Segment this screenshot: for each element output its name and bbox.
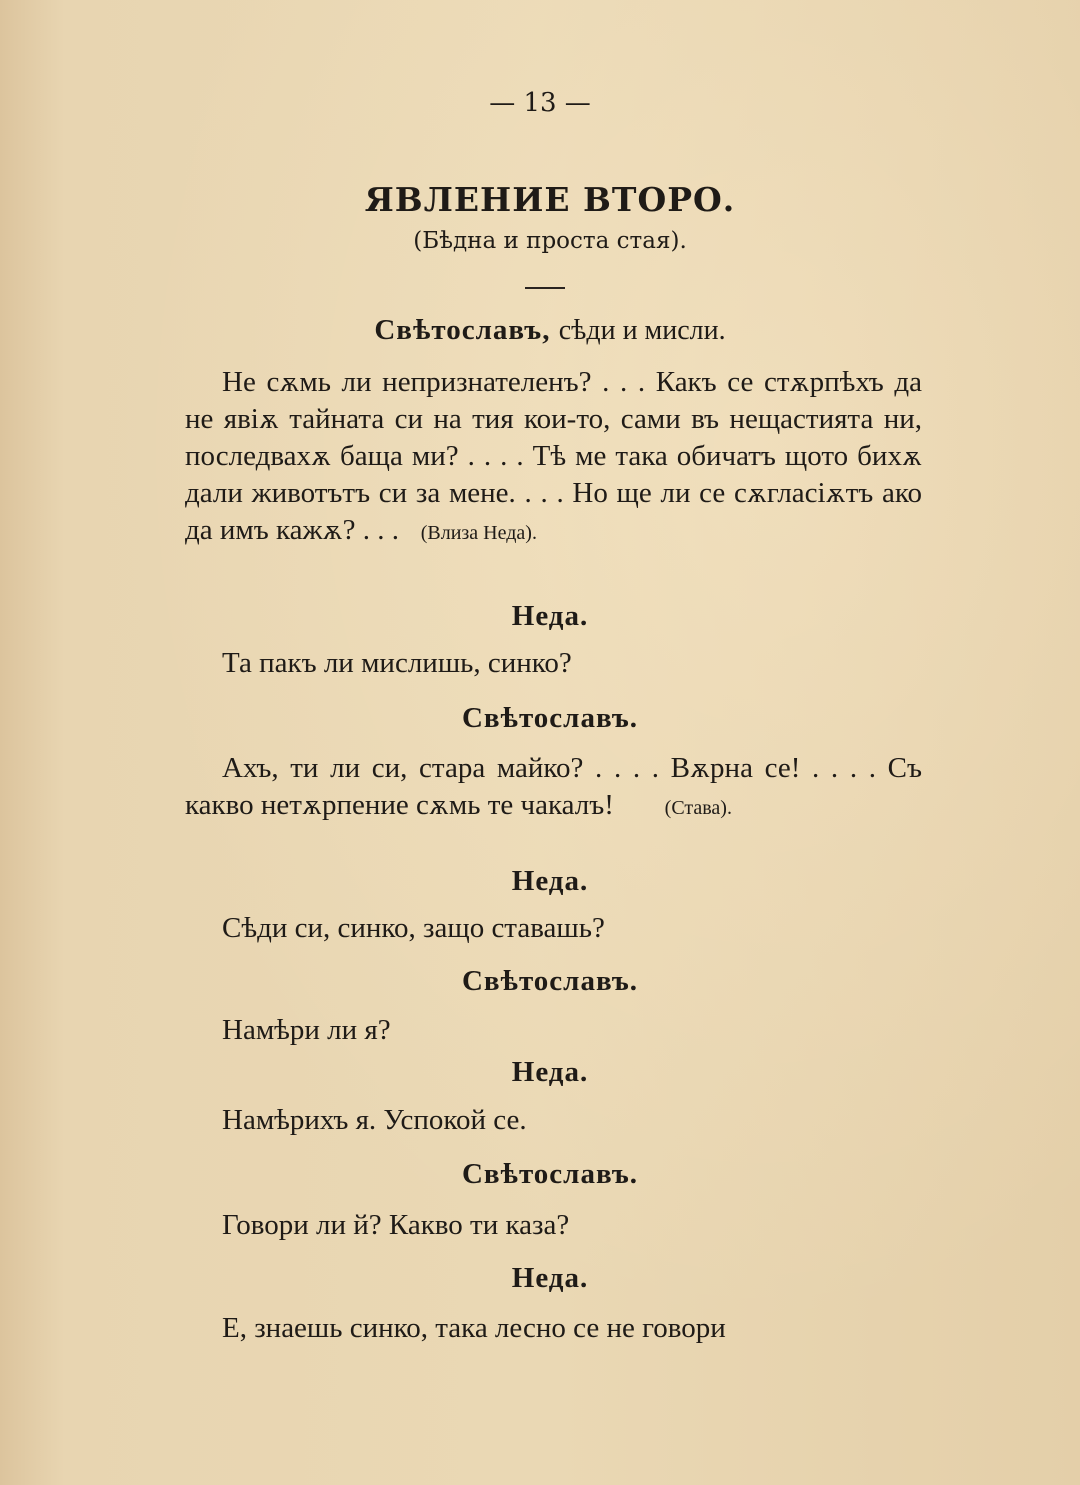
stage-direction: (Става). [664,797,732,819]
speaker-heading: Неда. [511,865,589,897]
speaker-heading: Неда. [511,1056,589,1088]
stage-direction: (Влиза Неда). [420,522,537,544]
dialogue-line: Намѣри ли я? [222,1014,391,1046]
title-divider [525,287,565,289]
speaker-heading: Неда. [511,1262,589,1294]
speaker-heading [0,314,1080,347]
dialogue-paragraph [185,750,922,827]
dialogue-line: Е, знаешь синко, така лесно се не говори [222,1312,726,1344]
scene-title: ЯВЛЕНИЕ ВТОРО. [364,180,736,219]
scene-setting: (Бѣдна и проста стая). [413,228,687,254]
page-number: — 13 — [489,88,591,118]
speaker-direction: сѣди и мисли. [558,315,726,346]
dialogue-text: Ахъ, ти ли си, стара майко? . . . . Вѫрна се! . . . . Съ какво нетѫрпение сѫмь те чакалъ! [185,752,922,821]
dialogue-line: Намѣрихъ я. Успокой се. [222,1104,527,1136]
monologue-paragraph [185,364,922,552]
speaker-heading: Неда. [511,600,589,632]
speaker-heading: Свѣтославъ. [461,702,639,734]
dialogue-line: Та пакъ ли мислишь, синко? [222,647,572,679]
monologue-text: Не сѫмь ли непризнателенъ? . . . Какъ се стѫрпѣхъ да не явіѫ тайната си на тия кои-то, сами въ нещастията ни, последвахѫ баща ми? . . . . Тѣ ме така обичатъ щото бихѫ дали животътъ си за мене. . . . Но ще ли се сѫгласіѫтъ ако да имъ кажѫ? . . . [185,366,922,546]
speaker-name: Свѣтославъ, [374,314,551,346]
speaker-heading: Свѣтославъ. [461,965,639,997]
dialogue-line: Говори ли й? Какво ти каза? [222,1209,570,1241]
speaker-heading: Свѣтославъ. [461,1158,639,1190]
dialogue-line: Сѣди си, синко, защо ставашь? [222,912,605,944]
